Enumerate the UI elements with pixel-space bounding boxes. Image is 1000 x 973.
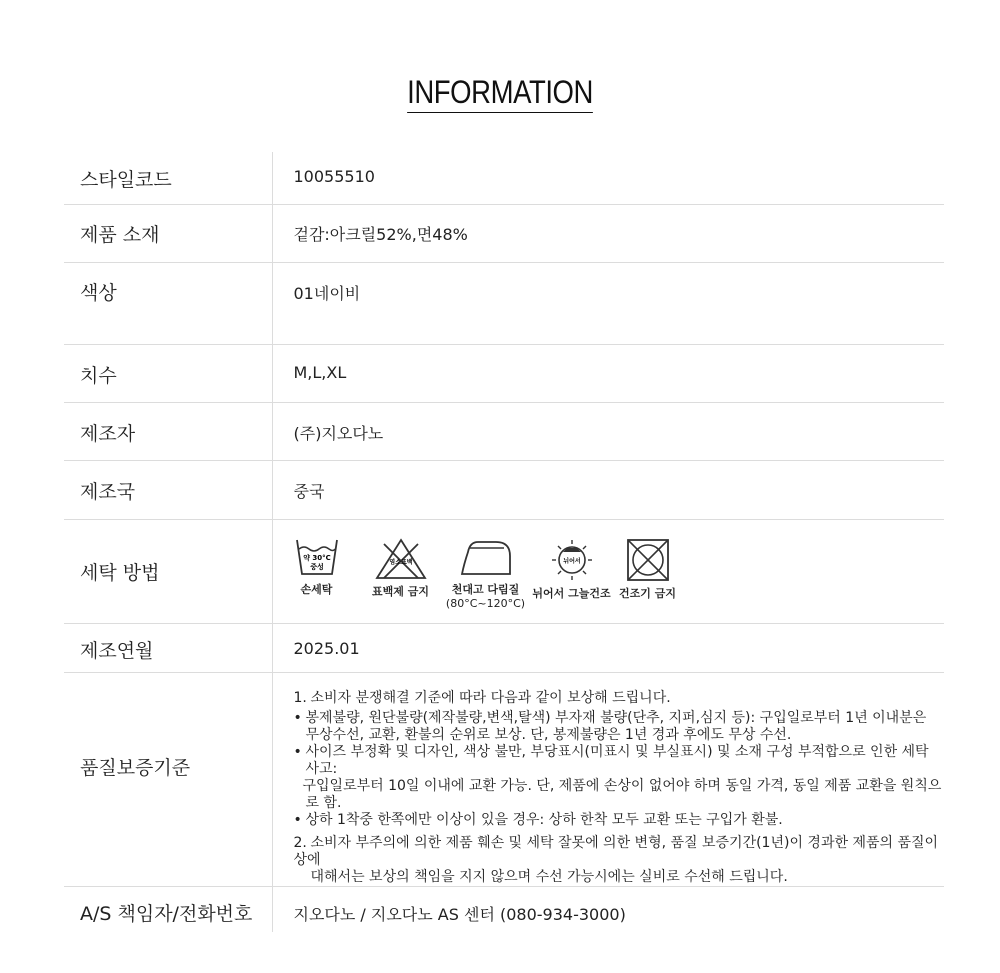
hand-wash-label: 손세탁 <box>300 582 333 596</box>
list-item <box>294 710 945 744</box>
warranty-item-1 <box>294 690 945 707</box>
warranty-item-1-num: 1. <box>293 689 307 706</box>
list-item <box>294 812 945 829</box>
no-tumble-dry-label: 건조기 금지 <box>619 586 676 600</box>
row-label-material: 제품 소재 <box>64 204 272 262</box>
warranty-item-1-text: 소비자 분쟁해결 기준에 따라 다음과 같이 보상해 드립니다. <box>310 689 671 706</box>
row-value-color: 01네이비 <box>272 262 944 344</box>
list-item <box>294 744 945 812</box>
row-value-laundry <box>272 519 944 623</box>
bullet-2-line-1: 사이즈 부정확 및 디자인, 색상 불만, 부당표시(미표시 및 부실표시) 및 소재 구성 부적합으로 인한 세탁 사고: <box>305 743 929 777</box>
shade-dry-text: 뉘어서 <box>562 557 581 565</box>
row-label-mfg-date: 제조연월 <box>64 623 272 672</box>
care-shade-dry <box>530 538 614 601</box>
no-bleach-icon <box>375 538 427 580</box>
row-label-country: 제조국 <box>64 460 272 519</box>
row-label-as: A/S 책임자/전화번호 <box>64 886 272 932</box>
row-label-color: 색상 <box>64 262 272 344</box>
page-title: INFORMATION <box>407 74 593 113</box>
shade-dry-icon <box>549 538 595 582</box>
row-label-maker: 제조자 <box>64 402 272 460</box>
bullet-2-line-2: 구입일로부터 10일 이내에 교환 가능. 단, 제품에 손상이 없어야 하며 동일 가격, 동일 제품 교환을 원칙으로 함. <box>302 777 942 811</box>
row-label-style-code: 스타일코드 <box>64 152 272 204</box>
hand-wash-icon <box>295 538 339 578</box>
bullet-3-line-1: 상하 1착중 한쪽에만 이상이 있을 경우: 상하 한착 모두 교환 또는 구입가 환불. <box>305 811 783 828</box>
hand-wash-temp: 약 30°C <box>302 553 331 562</box>
information-table <box>64 152 944 932</box>
bullet-1-line-2: 무상수선, 교환, 환불의 순위로 보상. 단, 봉제불량은 1년 경과 후에도 무상 수선. <box>305 726 792 743</box>
no-bleach-label: 표백제 금지 <box>372 584 429 598</box>
table-row <box>64 672 944 886</box>
warranty-item-2-line-1: 소비자 부주의에 의한 제품 훼손 및 세탁 잘못에 의한 변형, 품질 보증기간(1년)이 경과한 제품의 품질이상에 <box>293 834 939 868</box>
warranty-item-2-line-2: 대해서는 보상의 책임을 지지 않으며 수선 가능시에는 실비로 수선해 드립니다. <box>310 868 788 885</box>
iron-icon <box>458 538 514 578</box>
row-label-size: 치수 <box>64 344 272 402</box>
row-value-material: 겉감:아크릴52%,면48% <box>272 204 944 262</box>
table-row <box>64 204 944 262</box>
table-row <box>64 519 944 623</box>
care-hand-wash <box>292 538 342 597</box>
care-iron <box>445 538 526 610</box>
row-label-warranty: 품질보증기준 <box>64 672 272 886</box>
shade-dry-label: 뉘어서 그늘건조 <box>532 586 611 600</box>
table-row <box>64 886 944 932</box>
no-tumble-dry-icon <box>625 538 671 582</box>
table-row <box>64 152 944 204</box>
row-label-laundry: 세탁 방법 <box>64 519 272 623</box>
warranty-item-2 <box>294 835 945 886</box>
row-value-style-code: 10055510 <box>272 152 944 204</box>
title-wrap <box>0 74 1000 113</box>
row-value-country: 중국 <box>272 460 944 519</box>
table-row <box>64 623 944 672</box>
bullet-1-line-1: 봉제불량, 원단불량(제작불량,변색,탈색) 부자재 불량(단추, 지퍼,심지 등): 구입일로부터 1년 이내분은 <box>305 709 927 726</box>
care-no-tumble-dry <box>616 538 680 601</box>
iron-label: 천대고 다림질 <box>451 582 520 596</box>
row-value-warranty <box>272 672 944 886</box>
warranty-item-2-num: 2. <box>293 834 307 851</box>
hand-wash-neutral: 중성 <box>309 562 324 571</box>
table-row <box>64 460 944 519</box>
table-row <box>64 402 944 460</box>
row-value-size: M,L,XL <box>272 344 944 402</box>
table-row <box>64 262 944 344</box>
row-value-maker: (주)지오다노 <box>272 402 944 460</box>
no-bleach-text: 염소표백 <box>388 558 413 566</box>
care-no-bleach <box>368 538 434 599</box>
row-value-as: 지오다노 / 지오다노 AS 센터 (080-934-3000) <box>293 904 626 924</box>
table-row <box>64 344 944 402</box>
row-value-mfg-date: 2025.01 <box>272 623 944 672</box>
laundry-icons <box>292 520 945 610</box>
warranty-bullets <box>294 710 945 829</box>
iron-temp: (80°C~120°C) <box>445 596 526 610</box>
